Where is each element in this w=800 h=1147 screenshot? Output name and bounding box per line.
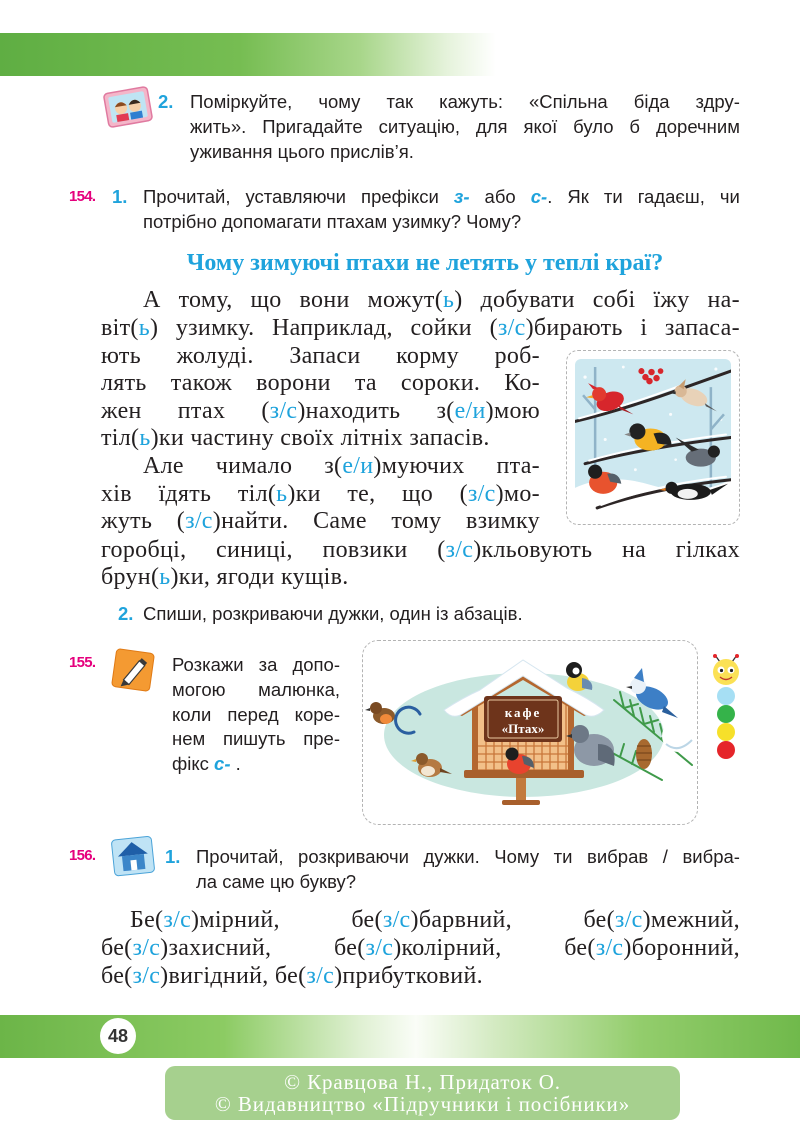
word: для [475, 116, 508, 137]
word: брун(ь)ки, [101, 564, 211, 590]
inserted-letter: з/с [306, 963, 335, 989]
word: ворони [256, 370, 331, 396]
word: букву? [299, 871, 357, 892]
inserted-letter: ь [139, 425, 151, 451]
copyright-publisher: © Видавництво «Підручники і посібники» [214, 1092, 631, 1116]
word: жен [101, 398, 142, 424]
discussion-line [190, 139, 414, 164]
word: повзики [322, 537, 408, 563]
word: жуть [101, 508, 153, 534]
word: кажуть: [439, 91, 503, 112]
word: якої [523, 116, 558, 137]
house-icon [108, 834, 160, 878]
word: кущів. [280, 564, 349, 590]
word: могою [172, 679, 226, 700]
word: пишуть [222, 728, 286, 749]
word: віт(ь) [101, 315, 159, 341]
word: на [621, 537, 647, 563]
word: (з/с)найти. [176, 508, 289, 534]
inserted-letter: з/с [163, 907, 192, 933]
word: Розкажи [172, 654, 244, 675]
word: жолуді. [176, 343, 254, 369]
word: узимку. [175, 315, 255, 341]
sign-text-cafe: кафе [504, 704, 541, 720]
word: вони [299, 287, 350, 313]
text-line [101, 480, 540, 508]
bird-cafe-illustration [362, 640, 698, 825]
word: тіл(ь)ки [237, 481, 321, 507]
task-154-step2-text: Спиши, розкриваючи дужки, один із абзаців. [143, 603, 523, 624]
word: узимку? [392, 211, 461, 232]
word: Як [567, 186, 589, 207]
word: прислів’я. [329, 141, 414, 162]
inserted-letter: з/с [132, 963, 161, 989]
word: гадаєш, [637, 186, 705, 207]
caterpillar-icon [709, 654, 743, 764]
inserted-letter: з/с [269, 398, 298, 424]
task-155-line [172, 677, 340, 702]
word: Прочитай, [143, 186, 231, 207]
word: з(е/и)муючих [324, 453, 465, 479]
task-156-instruction-line [196, 844, 740, 869]
word: їжу [653, 287, 690, 313]
word: бе(з/с)межний, [583, 907, 740, 933]
cafe-picture-frame [362, 640, 698, 825]
text-line [101, 536, 740, 564]
word: чому [318, 91, 361, 112]
word: їдять [158, 481, 212, 507]
text-line [143, 452, 540, 480]
word: хів [101, 481, 132, 507]
word: уживання [190, 141, 273, 162]
word: синиці, [216, 537, 293, 563]
word: доречним [655, 116, 740, 137]
task-155-line [172, 726, 340, 751]
word-list-line [101, 934, 740, 962]
word-list-line [130, 906, 740, 934]
word: А [143, 287, 161, 313]
task-155-line [172, 652, 340, 677]
discussion-line [190, 114, 740, 139]
word: горобці, [101, 537, 187, 563]
word: ти [553, 846, 573, 867]
word: тому [391, 508, 442, 534]
discussion-number: 2. [158, 91, 174, 112]
word: допо- [292, 654, 340, 675]
word: що [250, 287, 282, 313]
text-line [101, 369, 540, 397]
discussion-line [190, 89, 740, 114]
word: Поміркуйте, [190, 91, 293, 112]
word: Але [143, 453, 184, 479]
word: Саме [313, 508, 367, 534]
task-154-instruction-line [143, 209, 521, 234]
inserted-letter: з/с [467, 481, 496, 507]
pencil-icon [108, 646, 158, 694]
word: Запаси [289, 343, 361, 369]
page-number: 48 [100, 1018, 136, 1054]
inserted-letter: з/с [382, 907, 411, 933]
word: коли [172, 704, 212, 725]
word: бе(з/с)колірний, [334, 935, 502, 961]
word: пре- [303, 728, 340, 749]
word: птах [177, 398, 226, 424]
word: саме [222, 871, 265, 892]
word: чимало [215, 453, 293, 479]
word: Бе(з/с)мірний, [130, 907, 280, 933]
word: і [640, 315, 648, 341]
task-154-number: 154. [69, 188, 96, 205]
word: роб- [494, 343, 540, 369]
text-line [101, 342, 540, 370]
task-155-line [172, 702, 340, 727]
word: своїх [280, 425, 335, 451]
inserted-letter: ь [443, 287, 455, 313]
inserted-letter: е/и [454, 398, 486, 424]
task-155-line [172, 751, 241, 776]
word: ситуацію, [378, 116, 460, 137]
task-154-step1-number: 1. [112, 186, 128, 207]
text-line [143, 286, 740, 314]
children-picture-icon [102, 84, 154, 130]
word: (з/с)кльовують [437, 537, 593, 563]
word: на- [707, 287, 740, 313]
task-154-instruction-line [143, 184, 740, 209]
inserted-letter: з/с [185, 508, 213, 534]
text-line [101, 314, 740, 342]
word: вибра- [682, 846, 740, 867]
word: фікс [172, 753, 209, 774]
word: бе(з/с)вигідний, [101, 963, 269, 989]
task-154-step2-number: 2. [118, 603, 134, 624]
word [214, 753, 230, 774]
word: Ко- [504, 370, 540, 396]
word: (з/с)бирають [489, 315, 623, 341]
task-156-instruction-line [196, 869, 356, 894]
word: добувати [480, 287, 575, 313]
word: жить». [190, 116, 247, 137]
sign-text-name: «Птах» [501, 720, 544, 736]
word: вибрав [587, 846, 649, 867]
word: сороки. [400, 370, 481, 396]
word: біда [633, 91, 670, 112]
highlighted-prefix: з- [453, 186, 470, 207]
word: цю [269, 871, 295, 892]
winter-birds-illustration [575, 359, 731, 517]
text-line [101, 507, 540, 535]
word [454, 184, 470, 209]
word: (з/с)мо- [459, 481, 540, 507]
word: лять [101, 370, 147, 396]
word: що [401, 481, 434, 507]
word: та [354, 370, 377, 396]
word: можут(ь) [367, 287, 463, 313]
word: бе(з/с)боронний, [564, 935, 740, 961]
word: Прочитай, [196, 846, 284, 867]
word: перед [227, 704, 279, 725]
word: літніх [340, 425, 404, 451]
task-155-number: 155. [69, 654, 96, 671]
word: префікси [361, 186, 439, 207]
word: тіл(ь)ки [101, 425, 184, 451]
word: дужки. [423, 846, 480, 867]
word: (з/с)находить [261, 398, 401, 424]
word: Чому [494, 846, 540, 867]
word: запаса- [664, 315, 740, 341]
word: бе(з/с)захисний, [101, 935, 272, 961]
word: малюнка, [258, 679, 340, 700]
copyright-box [165, 1066, 680, 1120]
word: було [573, 116, 614, 137]
word: сойки [410, 315, 472, 341]
inserted-letter: е/и [342, 453, 374, 479]
word: ти [603, 186, 623, 207]
word: те, [347, 481, 376, 507]
word: собі [592, 287, 636, 313]
word: пта- [496, 453, 540, 479]
inserted-letter: з/с [132, 935, 161, 961]
word: здру- [695, 91, 740, 112]
inserted-letter: з/с [614, 907, 643, 933]
word: нем [172, 728, 206, 749]
word: ють [101, 343, 141, 369]
word: також [170, 370, 233, 396]
word: Чому? [466, 211, 522, 232]
text-line [101, 563, 349, 591]
word: ла [196, 871, 218, 892]
inserted-letter: з/с [445, 537, 474, 563]
word: птахам [326, 211, 388, 232]
word: цього [277, 141, 325, 162]
word: з(е/и)мою [436, 398, 540, 424]
word: потрібно [143, 211, 217, 232]
word: корму [396, 343, 459, 369]
word: гілках [675, 537, 740, 563]
word-list-line [101, 962, 483, 990]
inserted-letter: з/с [497, 315, 526, 341]
word: розкриваючи [298, 846, 409, 867]
word: запасів. [409, 425, 490, 451]
word: б [629, 116, 641, 137]
inserted-letter: ь [138, 315, 150, 341]
word: «Спільна [529, 91, 608, 112]
word: с-. [530, 186, 553, 207]
inserted-letter: з/с [365, 935, 394, 961]
word: бе(з/с)прибутковий. [274, 963, 483, 989]
word: уставляючи [245, 186, 347, 207]
word: Пригадайте [262, 116, 363, 137]
highlighted-prefix: с- [530, 186, 548, 207]
word: за [258, 654, 278, 675]
text-line [101, 424, 490, 452]
text-heading: Чому зимуючі птахи не летять у теплі краї? [186, 250, 664, 276]
word: бе(з/с)барвний, [351, 907, 512, 933]
word: / [662, 846, 668, 867]
task-156-number: 156. [69, 847, 96, 864]
word: частину [190, 425, 274, 451]
inserted-letter: ь [276, 481, 288, 507]
highlighted-prefix: с- [214, 753, 231, 774]
word: так [386, 91, 414, 112]
word: Наприклад, [271, 315, 393, 341]
inserted-letter: з/с [595, 935, 624, 961]
text-line [101, 397, 540, 425]
header-band [0, 33, 800, 76]
word: тому, [178, 287, 233, 313]
word: ягоди [216, 564, 275, 590]
word: взимку [466, 508, 540, 534]
word: чи [719, 186, 740, 207]
inserted-letter: ь [159, 564, 171, 590]
word: допомагати [222, 211, 322, 232]
task-156-step1-number: 1. [165, 846, 181, 867]
word: . [235, 753, 241, 774]
copyright-authors: © Кравцова Н., Придаток О. [284, 1070, 561, 1094]
word: або [484, 186, 516, 207]
word: коре- [294, 704, 340, 725]
